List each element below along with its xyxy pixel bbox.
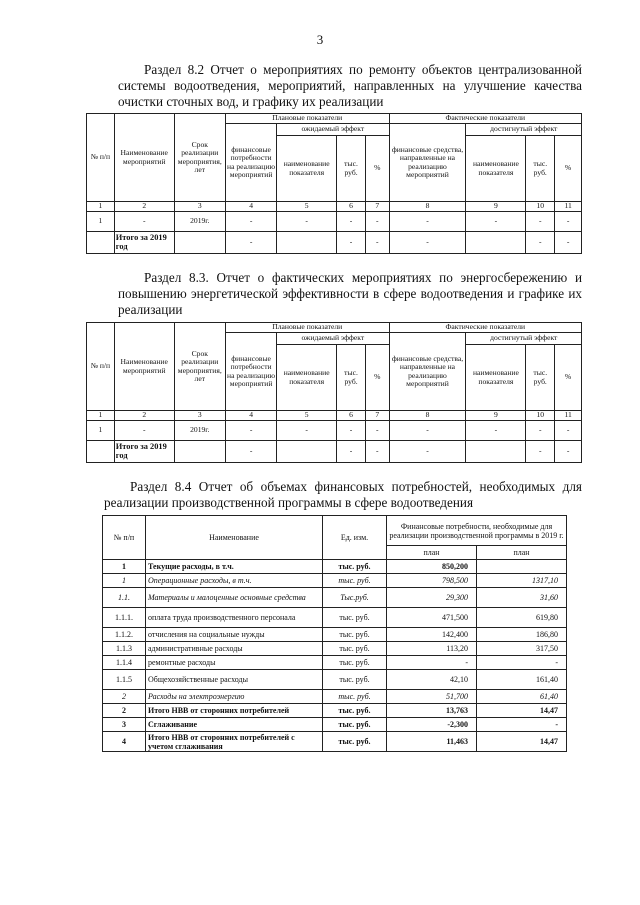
cell-plan: 42,10 xyxy=(387,670,477,690)
table-row xyxy=(103,670,567,690)
cell-name: ремонтные расходы xyxy=(146,656,323,670)
cell: - xyxy=(526,212,555,232)
section-8-4-title-text: Раздел 8.4 Отчет об объемах финансовых потребностей, необходимых для реализации производственной программы в сфере водоотведения xyxy=(104,479,582,510)
cell: - xyxy=(365,212,389,232)
cell-fact: 14,47 xyxy=(477,732,567,752)
cell-num: 1 xyxy=(103,574,146,588)
cell: - xyxy=(114,212,174,232)
plan-header: Плановые показатели xyxy=(225,323,389,333)
index-cell: 7 xyxy=(365,411,389,421)
index-cell: 3 xyxy=(174,411,225,421)
cell: 1 xyxy=(87,212,115,232)
cell-num: 1.1.1. xyxy=(103,608,146,628)
cell: - xyxy=(337,421,366,441)
section-8-2-table xyxy=(86,113,582,254)
cell-unit: тыс. руб. xyxy=(323,704,387,718)
cell-plan: 51,700 xyxy=(387,690,477,704)
index-cell: 4 xyxy=(225,411,276,421)
index-row xyxy=(87,202,582,212)
cell: - xyxy=(225,441,276,463)
col-fin-means: финансовые средства, направленные на реализацию мероприятий xyxy=(389,124,466,202)
cell-num: 3 xyxy=(103,718,146,732)
fact-header: Фактические показатели xyxy=(389,114,581,124)
cell: 1 xyxy=(87,421,115,441)
index-cell: 4 xyxy=(225,202,276,212)
table-row xyxy=(103,718,567,732)
cell: - xyxy=(225,212,276,232)
table-row xyxy=(103,560,567,574)
index-cell: 7 xyxy=(365,202,389,212)
cell-name: Итого НВВ от сторонних потребителей с учетом сглаживания xyxy=(146,732,323,752)
index-cell: 11 xyxy=(555,202,582,212)
col-indicator: наименование показателя xyxy=(277,136,337,202)
cell: - xyxy=(555,441,582,463)
cell: - xyxy=(337,232,366,254)
col-thousand: тыс. руб. xyxy=(337,136,366,202)
cell-name: Расходы на электроэнергию xyxy=(146,690,323,704)
page-number: 3 xyxy=(316,32,324,47)
cell-name: административные расходы xyxy=(146,642,323,656)
table-row xyxy=(103,588,567,608)
cell: 2019г. xyxy=(174,212,225,232)
cell-plan: 11,463 xyxy=(387,732,477,752)
table-row xyxy=(103,704,567,718)
section-8-3-title xyxy=(118,270,582,318)
index-cell: 6 xyxy=(337,411,366,421)
section-8-2-title xyxy=(118,62,582,110)
achieved-effect: достигнутый эффект xyxy=(466,124,582,136)
cell: - xyxy=(225,232,276,254)
cell: - xyxy=(555,232,582,254)
cell-name: отчисления на социальные нужды xyxy=(146,628,323,642)
cell-num: 2 xyxy=(103,704,146,718)
table-row xyxy=(103,690,567,704)
col-plan: план xyxy=(387,546,477,560)
cell: - xyxy=(466,421,526,441)
index-cell: 2 xyxy=(114,202,174,212)
cell-unit: тыс. руб. xyxy=(323,670,387,690)
cell-fact: 619,80 xyxy=(477,608,567,628)
index-cell: 9 xyxy=(466,411,526,421)
cell-name: Общехозяйственные расходы xyxy=(146,670,323,690)
cell-name: Сглаживание xyxy=(146,718,323,732)
cell-plan: 471,500 xyxy=(387,608,477,628)
cell: - xyxy=(389,441,466,463)
section-8-3-title-text: Раздел 8.3. Отчет о фактических мероприятиях по энергосбережению и повышению энергетической эффективности в сфере водоотведения и графике их реализации xyxy=(118,270,582,317)
col-fin-need: финансовые потребности на реализацию мероприятий xyxy=(225,124,276,202)
col-thousand: тыс. руб. xyxy=(337,345,366,411)
col-fin: Финансовые потребности, необходимые для реализации производственной программы в 2019 г. xyxy=(387,516,567,546)
col-pct: % xyxy=(555,345,582,411)
table-row xyxy=(103,642,567,656)
col-pct: % xyxy=(555,136,582,202)
cell-unit: тыс. руб. xyxy=(323,718,387,732)
col-term: Срок реализации мероприятия, лет xyxy=(174,114,225,202)
col-indicator: наименование показателя xyxy=(466,345,526,411)
cell-name: Операционные расходы, в т.ч. xyxy=(146,574,323,588)
cell: - xyxy=(466,212,526,232)
cell-unit: Тыс.руб. xyxy=(323,588,387,608)
total-row xyxy=(87,441,582,463)
section-8-4-title xyxy=(104,479,582,511)
cell-unit: тыс. руб. xyxy=(323,656,387,670)
section-8-2-title-text: Раздел 8.2 Отчет о мероприятиях по ремонту объектов централизованной системы водоотведения, мероприятий, направленных на улучшение качества очистки сточных вод, и графику их реализации xyxy=(118,62,582,109)
index-cell: 1 xyxy=(87,411,115,421)
cell: - xyxy=(555,421,582,441)
col-thousand: тыс. руб. xyxy=(526,136,555,202)
col-unit: Ед. изм. xyxy=(323,516,387,560)
cell-plan: 29,300 xyxy=(387,588,477,608)
cell-plan: - xyxy=(387,656,477,670)
index-cell: 10 xyxy=(526,202,555,212)
col-fin-means: финансовые средства, направленные на реализацию мероприятий xyxy=(389,333,466,411)
cell: 2019г. xyxy=(174,421,225,441)
col-pct: % xyxy=(365,136,389,202)
cell-fact: 14,47 xyxy=(477,704,567,718)
col-term: Срок реализации мероприятия, лет xyxy=(174,323,225,411)
cell-num: 1 xyxy=(103,560,146,574)
col-num: № п/п xyxy=(103,516,146,560)
cell: - xyxy=(526,421,555,441)
table-row xyxy=(103,574,567,588)
cell-unit: тыс. руб. xyxy=(323,690,387,704)
total-label: Итого за 2019 год xyxy=(114,441,174,463)
cell: - xyxy=(389,232,466,254)
total-label: Итого за 2019 год xyxy=(114,232,174,254)
cell: - xyxy=(365,441,389,463)
table-row xyxy=(87,212,582,232)
table-row xyxy=(103,628,567,642)
cell-name: Материалы и малоценные основные средства xyxy=(146,588,323,608)
index-cell: 8 xyxy=(389,411,466,421)
cell-plan: 113,20 xyxy=(387,642,477,656)
cell-fact: 31,60 xyxy=(477,588,567,608)
cell-fact: - xyxy=(477,718,567,732)
total-row xyxy=(87,232,582,254)
plan-header: Плановые показатели xyxy=(225,114,389,124)
col-plan: план xyxy=(477,546,567,560)
cell-fact: 161,40 xyxy=(477,670,567,690)
cell-plan: -2,300 xyxy=(387,718,477,732)
cell: - xyxy=(389,212,466,232)
cell-unit: тыс. руб. xyxy=(323,560,387,574)
cell-num: 1.1.4 xyxy=(103,656,146,670)
cell-num: 1.1.3 xyxy=(103,642,146,656)
col-pct: % xyxy=(365,345,389,411)
index-cell: 9 xyxy=(466,202,526,212)
cell-fact: 61,40 xyxy=(477,690,567,704)
achieved-effect: достигнутый эффект xyxy=(466,333,582,345)
col-fin-need: финансовые потребности на реализацию мероприятий xyxy=(225,333,276,411)
cell: - xyxy=(114,421,174,441)
cell-plan: 142,400 xyxy=(387,628,477,642)
col-thousand: тыс. руб. xyxy=(526,345,555,411)
col-name: Наименование xyxy=(146,516,323,560)
cell-fact: 186,80 xyxy=(477,628,567,642)
cell-unit: тыс. руб. xyxy=(323,628,387,642)
cell: - xyxy=(277,212,337,232)
cell-num: 1.1.5 xyxy=(103,670,146,690)
cell-plan: 798,500 xyxy=(387,574,477,588)
cell: - xyxy=(526,441,555,463)
index-cell: 1 xyxy=(87,202,115,212)
cell-name: Текущие расходы, в т.ч. xyxy=(146,560,323,574)
index-cell: 10 xyxy=(526,411,555,421)
index-cell: 11 xyxy=(555,411,582,421)
section-8-4-table xyxy=(102,515,567,752)
cell: - xyxy=(526,232,555,254)
index-cell: 2 xyxy=(114,411,174,421)
cell-fact: - xyxy=(477,656,567,670)
index-cell: 5 xyxy=(277,202,337,212)
col-name: Наименование мероприятий xyxy=(114,114,174,202)
cell-num: 4 xyxy=(103,732,146,752)
cell-unit: тыс. руб. xyxy=(323,608,387,628)
col-indicator: наименование показателя xyxy=(466,136,526,202)
table-row xyxy=(87,421,582,441)
cell: - xyxy=(389,421,466,441)
index-cell: 8 xyxy=(389,202,466,212)
cell-unit: тыс. руб. xyxy=(323,732,387,752)
fact-header: Фактические показатели xyxy=(389,323,581,333)
cell-num: 2 xyxy=(103,690,146,704)
section-8-3-table xyxy=(86,322,582,463)
cell: - xyxy=(277,421,337,441)
cell-plan: 850,200 xyxy=(387,560,477,574)
col-num: № п/п xyxy=(87,323,115,411)
table-row xyxy=(103,732,567,752)
cell-plan: 13,763 xyxy=(387,704,477,718)
cell-fact xyxy=(477,560,567,574)
index-cell: 5 xyxy=(277,411,337,421)
cell: - xyxy=(365,232,389,254)
col-indicator: наименование показателя xyxy=(277,345,337,411)
cell-name: оплата труда производственного персонала xyxy=(146,608,323,628)
cell-num: 1.1.2. xyxy=(103,628,146,642)
table-row xyxy=(103,608,567,628)
cell: - xyxy=(225,421,276,441)
index-row xyxy=(87,411,582,421)
col-name: Наименование мероприятий xyxy=(114,323,174,411)
expected-effect: ожидаемый эффект xyxy=(277,333,389,345)
cell-fact: 1317,10 xyxy=(477,574,567,588)
cell: - xyxy=(555,212,582,232)
cell-unit: тыс. руб. xyxy=(323,574,387,588)
cell-unit: тыс. руб. xyxy=(323,642,387,656)
index-cell: 6 xyxy=(337,202,366,212)
cell: - xyxy=(337,441,366,463)
table-row xyxy=(103,656,567,670)
index-cell: 3 xyxy=(174,202,225,212)
cell-name: Итого НВВ от сторонних потребителей xyxy=(146,704,323,718)
expected-effect: ожидаемый эффект xyxy=(277,124,389,136)
cell-fact: 317,50 xyxy=(477,642,567,656)
col-num: № п/п xyxy=(87,114,115,202)
cell: - xyxy=(337,212,366,232)
cell-num: 1.1. xyxy=(103,588,146,608)
cell: - xyxy=(365,421,389,441)
